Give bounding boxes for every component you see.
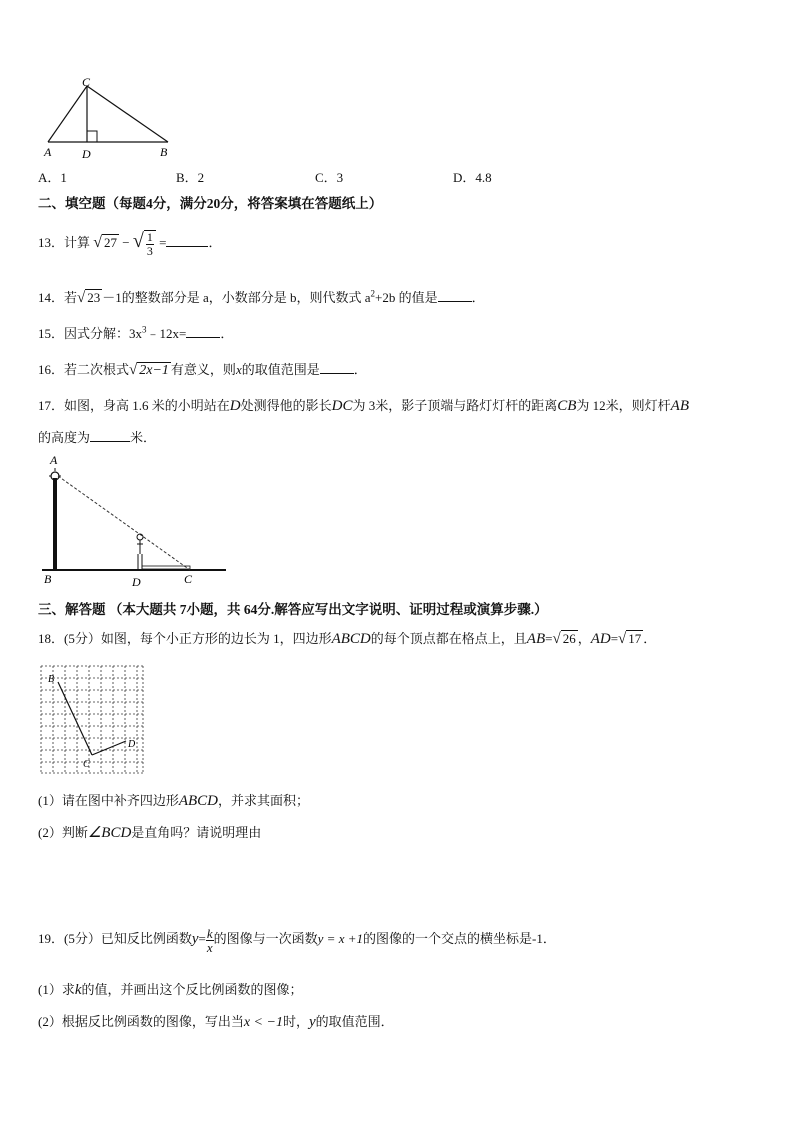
grid-label-c: C <box>83 759 90 770</box>
lamp-label-b: B <box>44 572 52 586</box>
q14-radicand: 23 <box>87 290 101 305</box>
question-15: 15．因式分解：$3x^3﹣12x=$ ． <box>38 324 234 341</box>
lamp-label-a: A <box>50 453 58 467</box>
grid-label-b: B <box>48 674 55 685</box>
sqrt-icon: √ <box>552 631 561 647</box>
sqrt-icon: √ <box>618 631 627 647</box>
q13-answer-blank[interactable] <box>166 234 208 247</box>
question-17-line1: 17．如图，身高 1.6 米的小明站在D处测得他的影长DC为 3米，影子顶端与路灯灯杆的距离CB为 12米，则灯杆AB <box>38 398 689 414</box>
lamp-label-d: D <box>132 575 141 589</box>
option-c: C．3 <box>315 170 344 185</box>
q17-answer-blank[interactable] <box>90 429 130 442</box>
question-13: 13．计算 √ 27 − √ $\frac{1}{3}$ = ． <box>38 230 222 259</box>
label-b: B <box>160 145 168 159</box>
question-14: 14．若√ 23 －1的整数部分是 a，小数部分是 b，则代数式 $a^2+2b$ 的值是 ． <box>38 288 485 306</box>
sqrt-icon: √ <box>77 290 86 306</box>
label-c: C <box>82 75 91 89</box>
sqrt-icon: √ <box>93 234 103 251</box>
question-18-part-2: (2）判断∠BCD是直角吗？请说明理由 <box>38 825 262 841</box>
q13-fraction: $\frac{1}{3}$ <box>144 230 156 258</box>
section-3-heading: 三、解答题 （本大题共 7小题，共 64分.解答应写出文字说明、证明过程或演算步骤.） <box>38 602 548 617</box>
q13-minus: − <box>122 235 130 250</box>
q13-radicand: 27 <box>104 235 118 250</box>
option-d: D．4.8 <box>453 170 492 185</box>
q16-radicand: 2x−1 <box>139 363 169 378</box>
question-19-part-2: (2）根据反比例函数的图像，写出当x < −1时，y的取值范围． <box>38 1014 394 1030</box>
q13-equals: = <box>159 235 167 250</box>
lamp-label-c: C <box>184 572 193 586</box>
question-18: 18．(5分）如图，每个小正方形的边长为 1，四边形ABCD的每个顶点都在格点上，且AB=√ 26 ，AD=√ 17 ． <box>38 631 657 647</box>
option-a: A．1 <box>38 170 67 185</box>
q14-answer-blank[interactable] <box>438 289 472 302</box>
label-d: D <box>82 147 91 161</box>
q15-answer-blank[interactable] <box>186 325 220 338</box>
q19-fraction: $\frac{k}{x}$ <box>206 925 213 955</box>
label-a: A <box>44 145 52 159</box>
question-17-line2: 的高度为 米． <box>38 430 157 445</box>
triangle-figure <box>38 74 178 162</box>
q16-answer-blank[interactable] <box>320 361 354 374</box>
question-19: 19．(5分）已知反比例函数y= $\frac{k}{x}$ 的图像与一次函数y = x +1的图像的一个交点的横坐标是-1． <box>38 925 556 955</box>
section-2-heading: 二、填空题（每题4分，满分20分，将答案填在答题纸上） <box>38 196 383 211</box>
sqrt-icon: √ <box>132 230 144 252</box>
grid-figure <box>38 663 148 778</box>
lamp-post-figure <box>38 452 238 592</box>
question-16: 16．若二次根式√ 2x−1 有意义，则x的取值范围是 ． <box>38 362 367 378</box>
q13-prefix: 13．计算 <box>38 235 91 250</box>
grid-label-d: D <box>128 739 136 750</box>
option-b: B．2 <box>176 170 205 185</box>
sqrt-icon: √ <box>129 362 138 378</box>
question-19-part-1: (1）求k的值，并画出这个反比例函数的图像； <box>38 982 303 998</box>
question-18-part-1: (1）请在图中补齐四边形ABCD，并求其面积； <box>38 793 310 809</box>
